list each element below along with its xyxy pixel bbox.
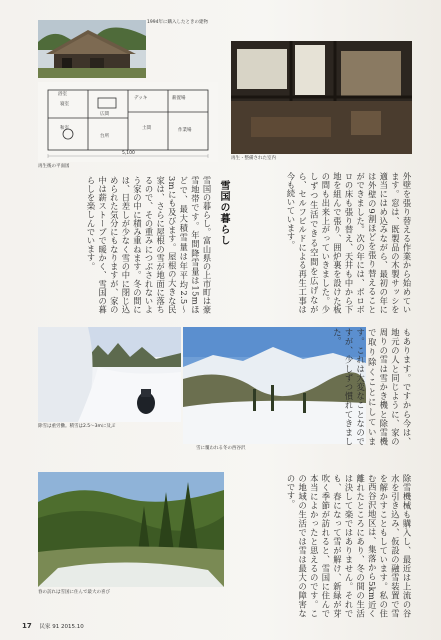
section-heading: 雪国の暮らし <box>218 180 229 246</box>
spring-landscape-caption: 春の訪れは雪国に住んで最大の喜び <box>38 590 110 595</box>
old-farmhouse-photo <box>38 20 146 78</box>
restored-interior-caption: 再生・整備された室内 <box>231 156 276 161</box>
plan-room-label: 寝室 <box>60 102 69 107</box>
snowy-village-caption: 雪に覆われる冬の西谷沢 <box>196 446 246 451</box>
body-text-top-right: 外壁を張り替える作業から始めています。窓は、既製品の木製サッシを適当にはめ込みながら、最初の年には外壁の9割ほどを張り替えることができました。次の年には、ボロボロの床も張り替え、天井も中から下地を組んで張り、囲炉裏を設けた板の間も出来上がっていきました。少しずつ生活できる空間を広げながら、セルフビルドによる再生工事は今も続いています。 <box>286 172 412 314</box>
plan-room-label: デッキ <box>134 96 148 101</box>
publication-info: 民家 91 2015.10 <box>39 624 84 630</box>
spring-landscape-photo <box>38 472 224 587</box>
old-farmhouse-caption: 1994年に購入したときの建物 <box>147 20 208 25</box>
plan-room-label: 薪置場 <box>172 96 186 101</box>
page-number: 17 <box>22 622 32 630</box>
floor-plan-drawing <box>38 82 218 162</box>
snow-clearing-caption: 除雪は重労働。積雪は2.5〜3mに及ぶ <box>38 424 116 429</box>
plan-room-label: 広間 <box>100 112 109 117</box>
body-text-top-left: 雪国の暮らし。富山県の上市町は豪雪地帯です。年間降雪量は15mほどで、最大積雪量は年平均2.5〜3mにも及びます。屋根の大きな民家は、さらに屋根の雪が地面に落ちるので、その重みにつぶされないよう家の中に積み重ねます。冬の間には、日差しが少なく雪の中に閉じ込められた気分にもなりますが、家の中は薪ストーブで暖かく、雪国の暮らしを楽しんでいます。 <box>86 176 212 314</box>
plan-room-label: 浴室 <box>58 92 67 97</box>
plan-room-label: 作業場 <box>178 128 192 133</box>
body-text-middle: もあります。ですから今は、地元の人と同じように、家の周りの雪は雪かき機と除雪機で取り除くことにしています。これは大変なことなのですが、少しずつ慣れてきました。 <box>332 328 412 446</box>
page-footer <box>22 622 84 630</box>
body-text-bottom: 除雪機械も購入し、最近は上流の谷水を引き込み、仮設の融雪装置で雪を解かすこともしています。私の住む西谷沢地区は、集落から5km近く離れたところにあり、冬の間の生活は決して楽ではありません。それでも、春になって雪が解け、新緑が芽吹く季節が訪れると、雪国に住んで本当によかったと思えるのです。この地域の生活では雪は最大の障害なのです。 <box>286 474 412 618</box>
floor-plan-caption: 再生後の平面図 <box>38 164 70 169</box>
plan-room-label: 土間 <box>142 126 151 131</box>
restored-interior-photo <box>231 41 412 154</box>
plan-scale-label: 5,100 <box>122 151 135 156</box>
plan-room-label: 和室 <box>60 126 69 131</box>
plan-room-label: 台所 <box>100 134 109 139</box>
snow-clearing-photo <box>38 327 181 422</box>
